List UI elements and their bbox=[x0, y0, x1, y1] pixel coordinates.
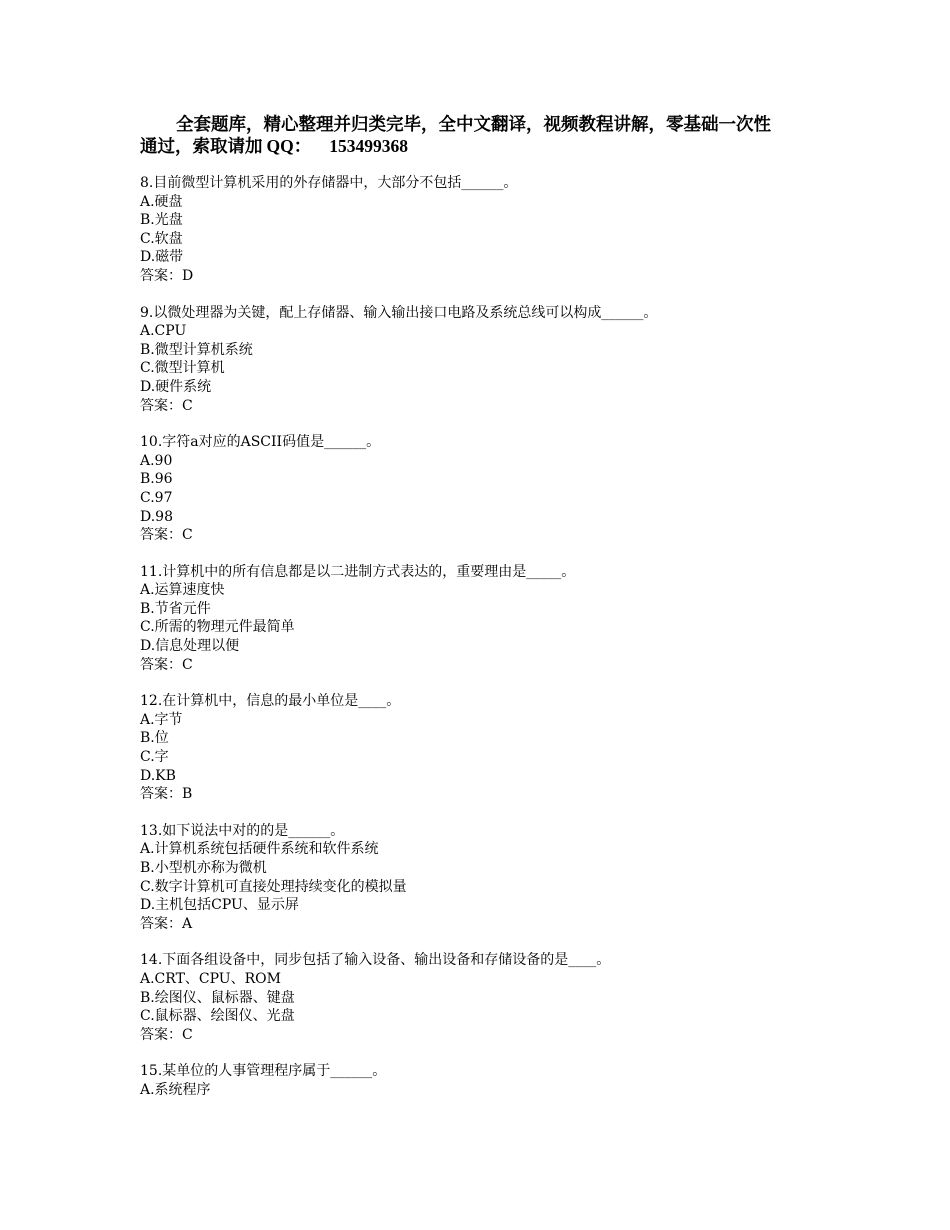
question-stem: 13.如下说法中对的的是______。 bbox=[140, 822, 345, 839]
question-stem: 8.目前微型计算机采用的外存储器中，大部分不包括______。 bbox=[140, 175, 518, 191]
answer-option: A.硬盘 bbox=[140, 193, 183, 210]
answer-option: D.信息处理以便 bbox=[140, 638, 240, 655]
question-stem: 15.某单位的人事管理程序属于______。 bbox=[140, 1063, 387, 1080]
question-block bbox=[140, 433, 830, 545]
answer-key: 答案：C bbox=[140, 1026, 193, 1043]
promo-header bbox=[140, 113, 830, 157]
answer-option: B.96 bbox=[140, 471, 173, 488]
question-block bbox=[140, 174, 830, 286]
question-stem: 9.以微处理器为关键，配上存储器、输入输出接口电路及系统总线可以构成______。 bbox=[140, 304, 658, 321]
answer-option: B.微型计算机系统 bbox=[140, 341, 253, 358]
answer-option: B.绘图仪、鼠标器、键盘 bbox=[140, 989, 295, 1006]
answer-option: A.CRT、CPU、ROM bbox=[140, 970, 281, 987]
question-block bbox=[140, 951, 830, 1044]
question-block bbox=[140, 304, 830, 416]
question-block bbox=[140, 692, 830, 804]
answer-option: C.字 bbox=[140, 749, 169, 766]
question-stem: 11.计算机中的所有信息都是以二进制方式表达的，重要理由是_____。 bbox=[140, 563, 576, 580]
promo-header-line1: 全套题库，精心整理并归类完毕，全中文翻译，视频教程讲解，零基础一次性 bbox=[176, 114, 771, 134]
answer-option: D.98 bbox=[140, 508, 173, 525]
answer-option: A.计算机系统包括硬件系统和软件系统 bbox=[140, 841, 379, 858]
answer-option: B.节省元件 bbox=[140, 600, 211, 617]
answer-key: 答案：C bbox=[140, 527, 193, 544]
answer-option: A.运算速度快 bbox=[140, 582, 225, 599]
answer-option: D.KB bbox=[140, 767, 176, 784]
question-block bbox=[140, 1062, 830, 1099]
answer-key: 答案：C bbox=[140, 397, 193, 414]
answer-option: D.硬件系统 bbox=[140, 378, 212, 395]
answer-option: C.微型计算机 bbox=[140, 360, 225, 377]
document-page bbox=[140, 113, 830, 1118]
answer-key: 答案：B bbox=[140, 786, 193, 803]
answer-option: C.鼠标器、绘图仪、光盘 bbox=[140, 1008, 295, 1025]
answer-key: 答案：C bbox=[140, 656, 193, 673]
answer-option: C.97 bbox=[140, 489, 173, 506]
answer-option: B.光盘 bbox=[140, 212, 183, 229]
answer-option: A.字节 bbox=[140, 711, 183, 728]
question-stem: 10.字符a对应的ASCII码值是______。 bbox=[140, 434, 381, 451]
answer-option: C.软盘 bbox=[140, 230, 183, 247]
promo-header-line2: 通过，索取请加 bbox=[140, 136, 263, 156]
question-block bbox=[140, 822, 830, 934]
answer-option: A.系统程序 bbox=[140, 1081, 211, 1098]
answer-key: 答案：A bbox=[140, 915, 193, 932]
answer-option: D.主机包括CPU、显示屏 bbox=[140, 897, 299, 914]
answer-option: C.数字计算机可直接处理持续变化的模拟量 bbox=[140, 878, 407, 895]
answer-option: B.位 bbox=[140, 730, 169, 747]
answer-option: C.所需的物理元件最简单 bbox=[140, 619, 295, 636]
question-stem: 12.在计算机中，信息的最小单位是____。 bbox=[140, 693, 401, 710]
question-stem: 14.下面各组设备中，同步包括了输入设备、输出设备和存储设备的是____。 bbox=[140, 952, 611, 969]
qq-label: QQ： bbox=[266, 136, 312, 156]
answer-option: B.小型机亦称为微机 bbox=[140, 860, 267, 876]
answer-option: D.磁带 bbox=[140, 249, 184, 266]
qq-number: 153499368 bbox=[329, 136, 408, 156]
answer-key: 答案：D bbox=[140, 267, 194, 284]
answer-option: A.CPU bbox=[140, 323, 187, 340]
answer-option: A.90 bbox=[140, 452, 173, 469]
question-block bbox=[140, 563, 830, 675]
question-list bbox=[140, 174, 830, 1100]
